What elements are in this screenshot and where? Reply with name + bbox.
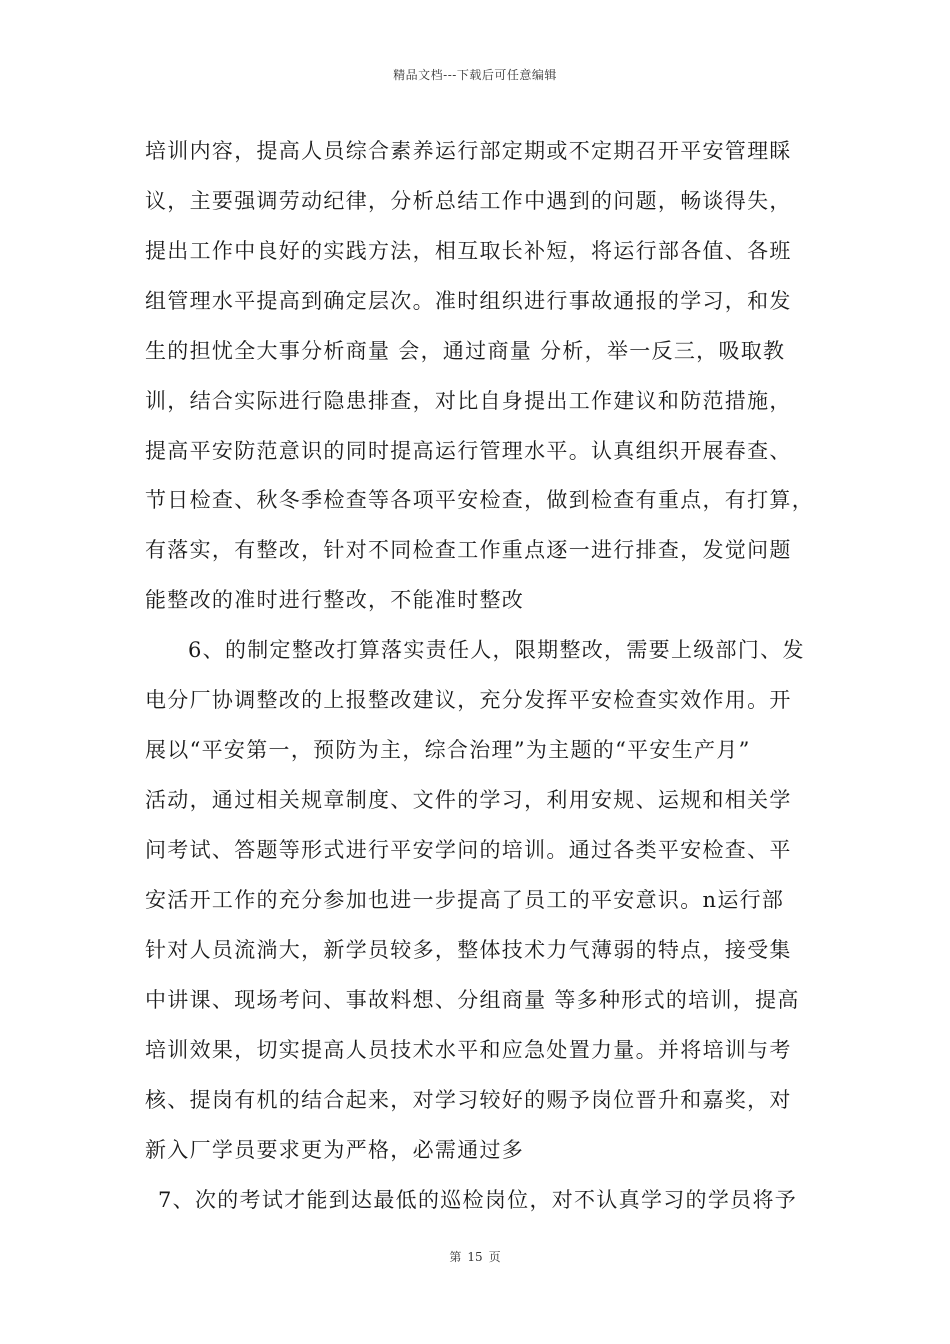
page-number: 15: [467, 1250, 483, 1264]
text-line: 能整改的准时进行整改，不能准时整改: [145, 588, 525, 612]
text-line: 提高平安防范意识的同时提高运行管理水平。认真组织开展春查、: [145, 439, 792, 463]
page-footer: [0, 1248, 950, 1265]
text-line: 训，结合实际进行隐患排查，对比自身提出工作建议和防范措施，: [145, 389, 792, 413]
page-header: 精品文档---下载后可任意编辑: [393, 68, 557, 82]
footer-suffix: 页: [488, 1250, 501, 1264]
text-line: 培训效果，切实提高人员技术水平和应急处置力量。并将培训与考: [145, 1038, 792, 1062]
text-line: 有落实，有整改，针对不同检查工作重点逐一进行排查，发觉问题: [145, 538, 792, 562]
text-line: 提出工作中良好的实践方法，相互取长补短，将运行部各值、各班: [145, 239, 792, 263]
text-line: 议，主要强调劳动纪律，分析总结工作中遇到的问题，畅谈得失，: [145, 189, 792, 213]
text-line: 活动，通过相关规章制度、文件的学习，利用安规、运规和相关学: [145, 788, 792, 812]
text-line: 安活开工作的充分参加也进一步提高了员工的平安意识。n运行部: [145, 888, 785, 912]
text-line: 节日检查、秋冬季检查等各项平安检查，做到检查有重点，有打算，: [145, 488, 814, 512]
text-line: 7、次的考试才能到达最低的巡检岗位，对不认真学习的学员将予: [158, 1188, 798, 1212]
footer-prefix: 第: [449, 1250, 462, 1264]
text-line: 培训内容，提高人员综合素养运行部定期或不定期召开平安管理睬: [145, 139, 792, 163]
text-line: 展以“平安第一，预防为主，综合治理”为主题的“平安生产月”: [145, 738, 751, 762]
text-line: 核、提岗有机的结合起来，对学习较好的赐予岗位晋升和嘉奖，对: [145, 1088, 792, 1112]
text-line: 中讲课、现场考问、事故料想、分组商量 等多种形式的培训，提高: [145, 988, 800, 1012]
text-line: 6、的制定整改打算落实责任人，限期整改，需要上级部门、发: [188, 638, 805, 662]
text-line: 电分厂协调整改的上报整改建议，充分发挥平安检查实效作用。开: [145, 688, 792, 712]
text-line: 问考试、答题等形式进行平安学问的培训。通过各类平安检查、平: [145, 838, 792, 862]
text-line: 组管理水平提高到确定层次。准时组织进行事故通报的学习，和发: [145, 289, 792, 313]
text-line: 生的担忧全大事分析商量 会，通过商量 分析，举一反三，吸取教: [145, 339, 786, 363]
text-line: 新入厂学员要求更为严格，必需通过多: [145, 1138, 525, 1162]
text-line: 针对人员流淌大，新学员较多，整体技术力气薄弱的特点，接受集: [145, 938, 792, 962]
